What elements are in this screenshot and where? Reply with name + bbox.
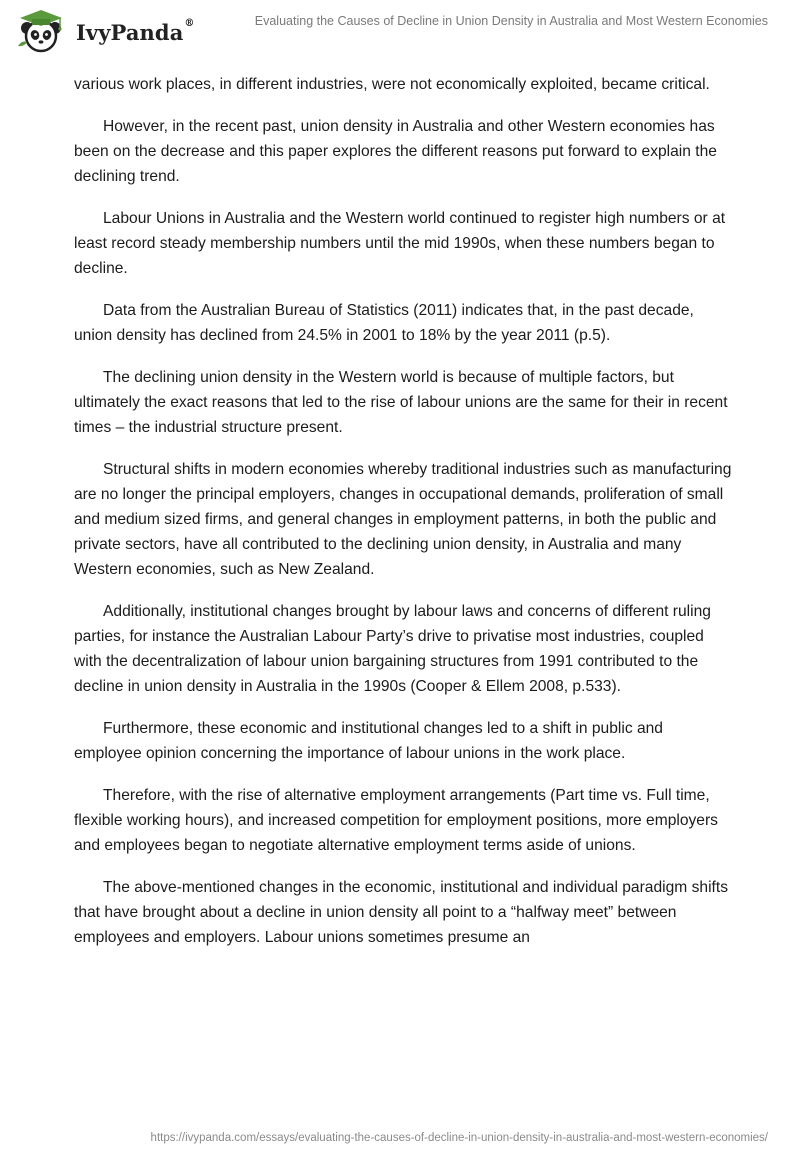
paragraph: Labour Unions in Australia and the Western world continued to register high numbers or at least record steady membership numbers until the mid 1990s, when these numbers began to decline.	[74, 210, 726, 277]
paragraph: Furthermore, these economic and institutional changes led to a shift in public and employee opinion concerning the importance of labour unions in the work place.	[74, 720, 663, 762]
paragraph: Data from the Australian Bureau of Statistics (2011) indicates that, in the past decade, union density has declined from 24.5% in 2001 to 18% by the year 2011 (p.5).	[74, 302, 694, 344]
paragraph: However, in the recent past, union density in Australia and other Western economies has been on the decrease and this paper explores the different reasons put forward to explain the declining trend.	[74, 118, 717, 185]
paragraph-continued: various work places, in different industries, were not economically exploited, became critical.	[74, 76, 710, 93]
paragraph: Additionally, institutional changes brought by labour laws and concerns of different ruling parties, for instance the Australian Labour Party’s drive to privatise most industries, coupled with the decentralization of labour union bargaining structures from 1991 contributed to the decline in union density in Australia in the 1990s (Cooper & Ellem 2008, p.533).	[74, 603, 711, 695]
page-header	[0, 0, 800, 62]
paragraph: Structural shifts in modern economies whereby traditional industries such as manufacturing are no longer the principal employers, changes in occupational demands, proliferation of small and medium sized firms, and general changes in employment patterns, in both the public and private sectors, have all contributed to the declining union density, in Australia and many Western economies, such as New Zealand.	[74, 461, 732, 578]
document-title: Evaluating the Causes of Decline in Union Density in Australia and Most Western Economies	[254, 14, 768, 28]
essay-body	[74, 72, 734, 967]
brand-name-text: IvyPanda	[76, 20, 184, 45]
registered-mark: ®	[184, 18, 195, 29]
footer-source-url[interactable]: https://ivypanda.com/essays/evaluating-the-causes-of-decline-in-union-density-in-australia-and-most-western-economies/	[150, 1132, 768, 1144]
paragraph: The above-mentioned changes in the economic, institutional and individual paradigm shifts that have brought about a decline in union density all point to a “halfway meet” between employees and employers. Labour unions sometimes presume an	[74, 879, 728, 946]
brand-name[interactable]	[76, 20, 195, 45]
paragraph: The declining union density in the Western world is because of multiple factors, but ultimately the exact reasons that led to the rise of labour unions are the same for their in recent times – the industrial structure present.	[74, 369, 728, 436]
panda-graduation-cap-icon[interactable]	[14, 6, 68, 54]
paragraph: Therefore, with the rise of alternative employment arrangements (Part time vs. Full time, flexible working hours), and increased competition for employment positions, more employers and employees began to negotiate alternative employment terms aside of unions.	[74, 787, 718, 854]
